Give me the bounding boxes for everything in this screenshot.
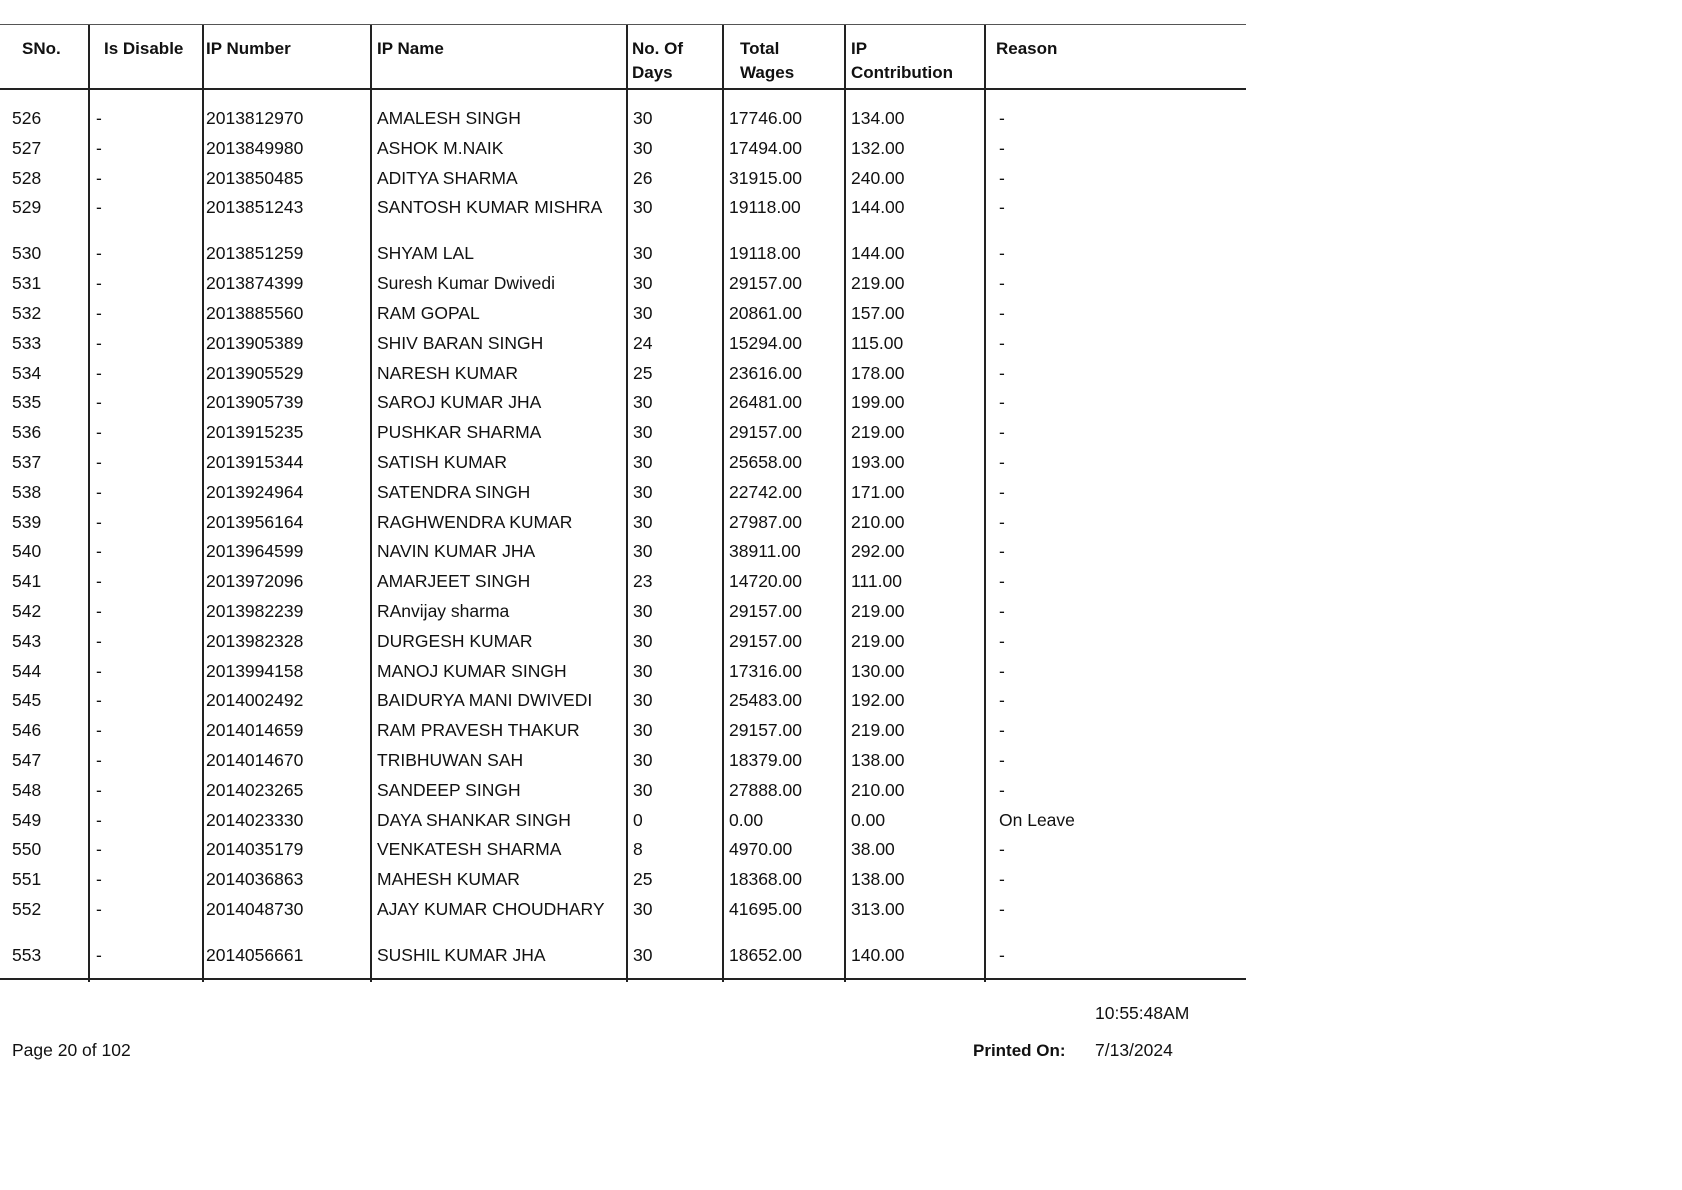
- cell-days: 30: [633, 273, 653, 294]
- cell-reason: -: [999, 511, 1005, 532]
- column-divider: [626, 25, 628, 88]
- cell-ip-number: 2013915235: [206, 422, 304, 443]
- cell-ip-number: 2013851259: [206, 243, 304, 264]
- cell-ip-name: BAIDURYA MANI DWIVEDI: [377, 690, 593, 711]
- cell-days: 30: [633, 197, 653, 218]
- table-row: [0, 481, 1246, 511]
- cell-is-disable: -: [96, 137, 102, 158]
- cell-is-disable: -: [96, 809, 102, 830]
- cell-is-disable: -: [96, 749, 102, 770]
- cell-ip-name: RAnvijay sharma: [377, 600, 510, 621]
- cell-ip-contribution: 115.00: [851, 332, 904, 353]
- cell-ip-contribution: 313.00: [851, 898, 905, 919]
- cell-reason: -: [999, 779, 1005, 800]
- cell-ip-name: SHIV BARAN SINGH: [377, 332, 544, 353]
- cell-ip-name: SATISH KUMAR: [377, 451, 507, 472]
- cell-ip-name: TRIBHUWAN SAH: [377, 749, 524, 770]
- cell-ip-contribution: 132.00: [851, 137, 905, 158]
- cell-sno: 527: [12, 137, 42, 158]
- header-total-wages: [740, 37, 794, 85]
- table-row: [0, 391, 1246, 421]
- cell-reason: -: [999, 541, 1005, 562]
- cell-ip-contribution: 210.00: [851, 779, 905, 800]
- cell-days: 30: [633, 392, 653, 413]
- cell-reason: -: [999, 481, 1005, 502]
- cell-is-disable: -: [96, 541, 102, 562]
- cell-sno: 548: [12, 779, 42, 800]
- cell-ip-contribution: 219.00: [851, 720, 905, 741]
- cell-ip-number: 2013915344: [206, 451, 304, 472]
- table-row: [0, 600, 1246, 630]
- table-row: [0, 272, 1246, 302]
- cell-reason: -: [999, 302, 1005, 323]
- cell-ip-contribution: 240.00: [851, 167, 905, 188]
- cell-days: 30: [633, 451, 653, 472]
- cell-sno: 531: [12, 273, 42, 294]
- cell-ip-contribution: 144.00: [851, 243, 905, 264]
- cell-reason: -: [999, 571, 1005, 592]
- cell-ip-name: PUSHKAR SHARMA: [377, 422, 542, 443]
- cell-total-wages: 29157.00: [729, 630, 802, 651]
- cell-ip-number: 2013982328: [206, 630, 304, 651]
- header-reason: Reason: [996, 39, 1058, 58]
- cell-total-wages: 20861.00: [729, 302, 802, 323]
- header-sno: SNo.: [22, 39, 61, 58]
- cell-is-disable: -: [96, 273, 102, 294]
- cell-ip-contribution: 111.00: [851, 571, 902, 592]
- cell-ip-number: 2013972096: [206, 571, 304, 592]
- cell-ip-contribution: 144.00: [851, 197, 905, 218]
- cell-is-disable: -: [96, 451, 102, 472]
- column-divider: [722, 25, 724, 88]
- cell-sno: 539: [12, 511, 42, 532]
- cell-is-disable: -: [96, 362, 102, 383]
- cell-days: 26: [633, 167, 653, 188]
- cell-total-wages: 22742.00: [729, 481, 802, 502]
- cell-ip-number: 2013874399: [206, 273, 304, 294]
- cell-ip-name: SATENDRA SINGH: [377, 481, 531, 502]
- column-divider: [844, 25, 846, 88]
- cell-days: 30: [633, 511, 653, 532]
- cell-ip-number: 2014023330: [206, 809, 304, 830]
- cell-is-disable: -: [96, 660, 102, 681]
- cell-sno: 545: [12, 690, 42, 711]
- cell-total-wages: 29157.00: [729, 422, 802, 443]
- cell-reason: -: [999, 422, 1005, 443]
- cell-days: 23: [633, 571, 653, 592]
- header-wages-line1: Total: [740, 39, 780, 58]
- table-rows: [0, 107, 1246, 974]
- table-row: [0, 196, 1246, 242]
- cell-days: 24: [633, 332, 653, 353]
- table-row: [0, 167, 1246, 197]
- cell-reason: -: [999, 690, 1005, 711]
- table-row: [0, 332, 1246, 362]
- cell-is-disable: -: [96, 511, 102, 532]
- cell-ip-contribution: 193.00: [851, 451, 905, 472]
- cell-ip-number: 2014014659: [206, 720, 304, 741]
- table-row: [0, 242, 1246, 272]
- cell-ip-number: 2013982239: [206, 600, 304, 621]
- cell-days: 30: [633, 690, 653, 711]
- cell-total-wages: 4970.00: [729, 839, 793, 860]
- cell-days: 30: [633, 660, 653, 681]
- header-contrib-line2: Contribution: [851, 63, 953, 82]
- cell-ip-number: 2013956164: [206, 511, 304, 532]
- cell-sno: 544: [12, 660, 42, 681]
- cell-days: 0: [633, 809, 643, 830]
- cell-ip-number: 2013905529: [206, 362, 304, 383]
- cell-sno: 552: [12, 898, 42, 919]
- cell-days: 30: [633, 720, 653, 741]
- cell-reason: -: [999, 243, 1005, 264]
- cell-ip-number: 2014056661: [206, 944, 304, 965]
- cell-total-wages: 15294.00: [729, 332, 802, 353]
- cell-total-wages: 14720.00: [729, 571, 802, 592]
- cell-reason: -: [999, 273, 1005, 294]
- cell-reason: -: [999, 944, 1005, 965]
- cell-total-wages: 25658.00: [729, 451, 802, 472]
- cell-reason: -: [999, 660, 1005, 681]
- cell-ip-name: DAYA SHANKAR SINGH: [377, 809, 571, 830]
- cell-ip-contribution: 138.00: [851, 749, 905, 770]
- cell-sno: 538: [12, 481, 42, 502]
- cell-is-disable: -: [96, 779, 102, 800]
- cell-is-disable: -: [96, 720, 102, 741]
- table-row: [0, 809, 1246, 839]
- cell-sno: 535: [12, 392, 42, 413]
- cell-sno: 528: [12, 167, 42, 188]
- header-ip-name: IP Name: [377, 39, 444, 58]
- table-row: [0, 719, 1246, 749]
- cell-ip-contribution: 171.00: [851, 481, 905, 502]
- cell-ip-name: SAROJ KUMAR JHA: [377, 392, 542, 413]
- cell-total-wages: 26481.00: [729, 392, 802, 413]
- cell-sno: 550: [12, 839, 42, 860]
- cell-ip-number: 2013905389: [206, 332, 304, 353]
- cell-ip-name: NARESH KUMAR: [377, 362, 518, 383]
- cell-sno: 543: [12, 630, 42, 651]
- cell-total-wages: 23616.00: [729, 362, 802, 383]
- table-row: [0, 302, 1246, 332]
- column-divider: [370, 25, 372, 88]
- cell-days: 8: [633, 839, 643, 860]
- cell-is-disable: -: [96, 571, 102, 592]
- cell-ip-name: DURGESH KUMAR: [377, 630, 533, 651]
- cell-ip-name: MAHESH KUMAR: [377, 869, 520, 890]
- cell-sno: 533: [12, 332, 42, 353]
- cell-total-wages: 25483.00: [729, 690, 802, 711]
- cell-ip-contribution: 219.00: [851, 273, 905, 294]
- cell-sno: 526: [12, 108, 42, 128]
- print-date: 7/13/2024: [1095, 1040, 1173, 1060]
- table-body: [0, 90, 1246, 980]
- cell-ip-number: 2014002492: [206, 690, 304, 711]
- cell-ip-number: 2013964599: [206, 541, 304, 562]
- header-no-of-days: [632, 37, 683, 85]
- column-divider: [202, 25, 204, 88]
- cell-total-wages: 29157.00: [729, 720, 802, 741]
- cell-ip-contribution: 199.00: [851, 392, 905, 413]
- cell-days: 30: [633, 541, 653, 562]
- cell-total-wages: 0.00: [729, 809, 764, 830]
- table-row: [0, 838, 1246, 868]
- header-wages-line2: Wages: [740, 63, 795, 82]
- table-row: [0, 421, 1246, 451]
- cell-ip-contribution: 219.00: [851, 600, 905, 621]
- cell-ip-name: SANTOSH KUMAR MISHRA: [377, 197, 603, 218]
- cell-reason: On Leave: [999, 809, 1075, 830]
- cell-ip-number: 2013851243: [206, 197, 304, 218]
- cell-ip-contribution: 130.00: [851, 660, 905, 681]
- table-row: [0, 107, 1246, 137]
- table-row: [0, 944, 1246, 974]
- table-row: [0, 540, 1246, 570]
- cell-is-disable: -: [96, 197, 102, 218]
- cell-sno: 530: [12, 243, 42, 264]
- header-days-line2: Days: [632, 63, 673, 82]
- cell-days: 30: [633, 898, 653, 919]
- cell-ip-name: VENKATESH SHARMA: [377, 839, 562, 860]
- cell-ip-number: 2013849980: [206, 137, 304, 158]
- table-row: [0, 660, 1246, 690]
- cell-total-wages: 27888.00: [729, 779, 802, 800]
- cell-ip-number: 2014036863: [206, 869, 304, 890]
- cell-ip-name: Suresh Kumar Dwivedi: [377, 273, 555, 294]
- cell-reason: -: [999, 720, 1005, 741]
- print-time: 10:55:48AM: [1095, 1003, 1190, 1023]
- cell-total-wages: 27987.00: [729, 511, 802, 532]
- cell-reason: -: [999, 362, 1005, 383]
- page-indicator: Page 20 of 102: [12, 1040, 131, 1060]
- cell-total-wages: 19118.00: [729, 243, 801, 264]
- cell-days: 25: [633, 362, 653, 383]
- cell-total-wages: 17316.00: [729, 660, 802, 681]
- cell-is-disable: -: [96, 944, 102, 965]
- cell-reason: -: [999, 108, 1005, 128]
- cell-is-disable: -: [96, 422, 102, 443]
- cell-reason: -: [999, 137, 1005, 158]
- cell-reason: -: [999, 392, 1005, 413]
- cell-sno: 546: [12, 720, 42, 741]
- cell-total-wages: 29157.00: [729, 600, 802, 621]
- cell-reason: -: [999, 839, 1005, 860]
- cell-sno: 549: [12, 809, 42, 830]
- cell-ip-name: SUSHIL KUMAR JHA: [377, 944, 546, 965]
- cell-sno: 547: [12, 749, 42, 770]
- cell-total-wages: 29157.00: [729, 273, 802, 294]
- table-row: [0, 868, 1246, 898]
- cell-is-disable: -: [96, 481, 102, 502]
- cell-ip-contribution: 38.00: [851, 839, 895, 860]
- cell-ip-number: 2014035179: [206, 839, 304, 860]
- cell-ip-contribution: 138.00: [851, 869, 905, 890]
- cell-ip-number: 2013885560: [206, 302, 304, 323]
- cell-ip-number: 2014014670: [206, 749, 304, 770]
- table-row: [0, 511, 1246, 541]
- header-days-line1: No. Of: [632, 39, 683, 58]
- cell-is-disable: -: [96, 600, 102, 621]
- cell-ip-name: RAM PRAVESH THAKUR: [377, 720, 580, 741]
- table-row: [0, 779, 1246, 809]
- cell-ip-number: 2014048730: [206, 898, 304, 919]
- cell-days: 30: [633, 749, 653, 770]
- cell-ip-name: RAM GOPAL: [377, 302, 480, 323]
- header-contrib-line1: IP: [851, 39, 868, 58]
- cell-ip-contribution: 219.00: [851, 630, 905, 651]
- cell-sno: 551: [12, 869, 42, 890]
- cell-sno: 540: [12, 541, 42, 562]
- table-row: [0, 689, 1246, 719]
- cell-sno: 553: [12, 944, 42, 965]
- cell-days: 30: [633, 108, 653, 128]
- cell-reason: -: [999, 167, 1005, 188]
- cell-ip-name: MANOJ KUMAR SINGH: [377, 660, 567, 681]
- cell-ip-number: 2013812970: [206, 108, 304, 128]
- cell-days: 30: [633, 944, 653, 965]
- cell-is-disable: -: [96, 839, 102, 860]
- cell-reason: -: [999, 898, 1005, 919]
- cell-sno: 542: [12, 600, 42, 621]
- cell-total-wages: 41695.00: [729, 898, 802, 919]
- cell-total-wages: 18652.00: [729, 944, 802, 965]
- column-divider: [88, 25, 90, 88]
- column-divider: [984, 25, 986, 88]
- cell-ip-contribution: 0.00: [851, 809, 886, 830]
- table-row: [0, 749, 1246, 779]
- cell-sno: 536: [12, 422, 42, 443]
- cell-days: 30: [633, 630, 653, 651]
- cell-sno: 529: [12, 197, 42, 218]
- cell-days: 30: [633, 422, 653, 443]
- cell-ip-name: ADITYA SHARMA: [377, 167, 518, 188]
- cell-reason: -: [999, 630, 1005, 651]
- cell-is-disable: -: [96, 898, 102, 919]
- contribution-table: [0, 24, 1246, 980]
- cell-reason: -: [999, 869, 1005, 890]
- table-header: [0, 24, 1246, 90]
- cell-ip-name: SANDEEP SINGH: [377, 779, 521, 800]
- cell-is-disable: -: [96, 332, 102, 353]
- cell-is-disable: -: [96, 690, 102, 711]
- cell-total-wages: 31915.00: [729, 167, 802, 188]
- cell-ip-name: SHYAM LAL: [377, 243, 474, 264]
- cell-sno: 534: [12, 362, 42, 383]
- cell-ip-contribution: 134.00: [851, 108, 905, 128]
- cell-days: 30: [633, 137, 653, 158]
- cell-ip-contribution: 140.00: [851, 944, 905, 965]
- cell-reason: -: [999, 600, 1005, 621]
- table-row: [0, 570, 1246, 600]
- cell-ip-contribution: 157.00: [851, 302, 905, 323]
- cell-ip-name: AMALESH SINGH: [377, 108, 521, 128]
- cell-ip-contribution: 178.00: [851, 362, 905, 383]
- cell-reason: -: [999, 749, 1005, 770]
- header-is-disable: Is Disable: [104, 39, 184, 58]
- cell-total-wages: 18379.00: [729, 749, 802, 770]
- cell-total-wages: 17494.00: [729, 137, 802, 158]
- cell-total-wages: 19118.00: [729, 197, 801, 218]
- cell-sno: 541: [12, 571, 42, 592]
- cell-ip-number: 2013905739: [206, 392, 304, 413]
- cell-is-disable: -: [96, 302, 102, 323]
- printed-on-label: Printed On:: [973, 1041, 1066, 1060]
- cell-is-disable: -: [96, 869, 102, 890]
- cell-ip-name: AMARJEET SINGH: [377, 571, 531, 592]
- header-ip-number: IP Number: [206, 39, 291, 58]
- cell-ip-contribution: 219.00: [851, 422, 905, 443]
- cell-ip-name: NAVIN KUMAR JHA: [377, 541, 536, 562]
- cell-total-wages: 38911.00: [729, 541, 801, 562]
- cell-is-disable: -: [96, 167, 102, 188]
- cell-ip-number: 2013850485: [206, 167, 304, 188]
- cell-reason: -: [999, 451, 1005, 472]
- header-ip-contribution: [851, 37, 953, 85]
- cell-ip-contribution: 210.00: [851, 511, 905, 532]
- cell-ip-number: 2014023265: [206, 779, 304, 800]
- cell-is-disable: -: [96, 243, 102, 264]
- table-row: [0, 898, 1246, 944]
- cell-ip-name: RAGHWENDRA KUMAR: [377, 511, 573, 532]
- cell-is-disable: -: [96, 392, 102, 413]
- cell-total-wages: 17746.00: [729, 108, 802, 128]
- table-row: [0, 137, 1246, 167]
- cell-ip-name: ASHOK M.NAIK: [377, 137, 504, 158]
- cell-days: 30: [633, 481, 653, 502]
- cell-ip-contribution: 292.00: [851, 541, 905, 562]
- cell-ip-number: 2013924964: [206, 481, 304, 502]
- cell-days: 30: [633, 302, 653, 323]
- table-row: [0, 451, 1246, 481]
- cell-reason: -: [999, 332, 1005, 353]
- cell-ip-name: AJAY KUMAR CHOUDHARY: [377, 898, 605, 919]
- cell-days: 30: [633, 243, 653, 264]
- table-row: [0, 630, 1246, 660]
- cell-days: 30: [633, 779, 653, 800]
- cell-is-disable: -: [96, 108, 102, 128]
- cell-is-disable: -: [96, 630, 102, 651]
- cell-ip-number: 2013994158: [206, 660, 304, 681]
- table-row: [0, 362, 1246, 392]
- cell-days: 25: [633, 869, 653, 890]
- cell-days: 30: [633, 600, 653, 621]
- cell-ip-contribution: 192.00: [851, 690, 905, 711]
- cell-sno: 532: [12, 302, 42, 323]
- cell-sno: 537: [12, 451, 42, 472]
- cell-total-wages: 18368.00: [729, 869, 802, 890]
- cell-reason: -: [999, 197, 1005, 218]
